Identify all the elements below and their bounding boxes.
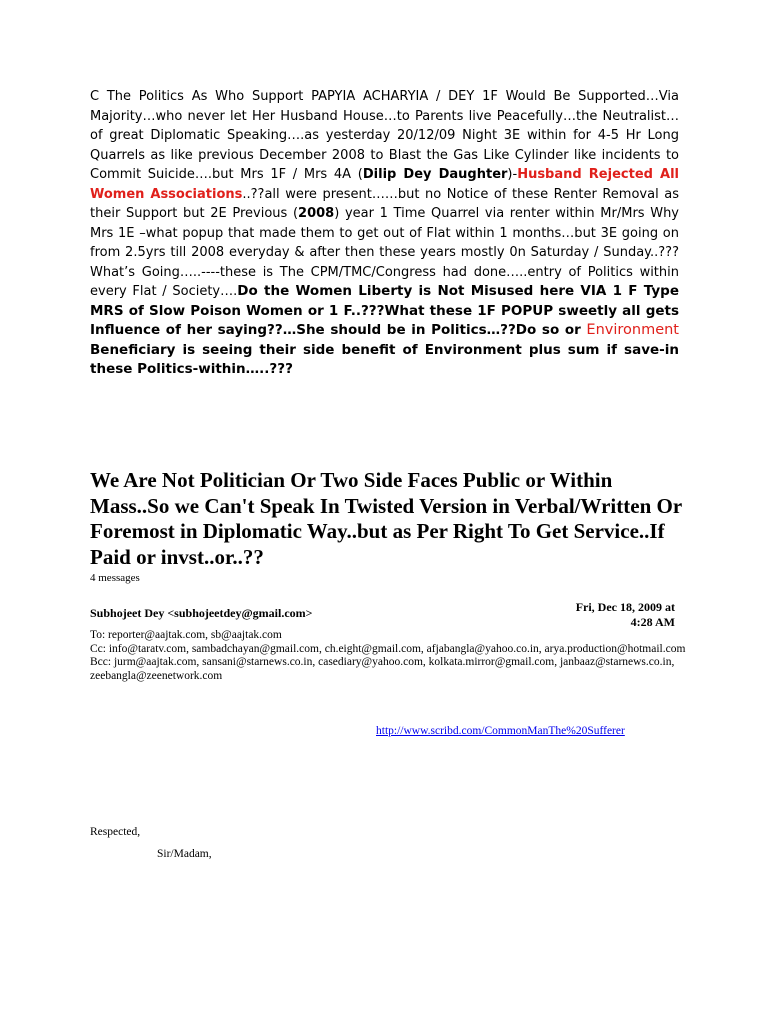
para-text-1: C The Politics As Who Support PAPYIA ACHARYIA / DEY 1F Would Be Supported…Via Majority…who never let Her Husband House…to Parents live Peacefully…the Neutralist…of great Diplomatic Speaking….as yesterday 20/12/09 Night 3E within for 4-5 Hr Long Quarrels as like previous December 2008 to Blast the Gas Like Cylinder like incidents to Commit Suicide….but Mrs 1F / Mrs 4A ( bbox=[90, 89, 679, 182]
para-text-4: ) year 1 Time Quarrel via renter within Mr/Mrs Why Mrs 1E –what popup that made them to get out of Flat within 1 months…but 3E going on from 2.5yrs till 2008 everyday & after then these years mostly 0n Saturday / Sunday..???What’s Going…..----these is The CPM/TMC/Congress had done…..entry of Politics within every Flat / Society…. bbox=[90, 206, 679, 299]
to-line: To: reporter@aajtak.com, sb@aajtak.com bbox=[90, 629, 282, 641]
environment-highlight: Environment bbox=[586, 322, 679, 338]
recipients bbox=[90, 629, 690, 683]
cc-line: Cc: info@taratv.com, sambadchayan@gmail.com, ch.eight@gmail.com, afjabangla@yahoo.co.in, arya.production@hotmail.com bbox=[90, 642, 686, 655]
date-line-2: 4:28 AM bbox=[630, 615, 675, 629]
date-line-1: Fri, Dec 18, 2009 at bbox=[575, 600, 675, 614]
body-paragraph bbox=[90, 87, 679, 380]
scribd-link[interactable]: http://www.scribd.com/CommonManThe%20Sufferer bbox=[376, 725, 625, 737]
dilip-dey-daughter: Dilip Dey Daughter bbox=[362, 167, 508, 182]
women-liberty-question: Do the Women Liberty is Not Misused here VIA 1 F Type MRS of Slow Poison Women or 1 F..???What these 1F POPUP sweetly all gets Influence of her saying??…She should be in Politics…??Do so or bbox=[90, 283, 679, 338]
email-subject: We Are Not Politician Or Two Side Faces Public or Within Mass..So we Can't Speak In Twisted Version in Verbal/Written Or Foremost in Diplomatic Way..but as Per Right To Get Service..If Paid or invst..or..?? bbox=[90, 468, 682, 569]
salutation: Sir/Madam, bbox=[157, 848, 212, 860]
husband-rejected-highlight: Husband Rejected All Women Associations bbox=[90, 167, 680, 202]
para-text-3: ..??all were present……but no Notice of these Renter Removal as their Support but 2E Previous ( bbox=[90, 186, 679, 221]
sender: Subhojeet Dey <subhojeetdey@gmail.com> bbox=[90, 606, 313, 620]
bcc-line: Bcc: jurm@aajtak.com, sansani@starnews.co.in, casediary@yahoo.com, kolkata.mirror@gmail.com, janbaaz@starnews.co.in, zeebangla@zeenetwork.com bbox=[90, 656, 675, 682]
year-2008: 2008 bbox=[298, 206, 335, 221]
email-date bbox=[560, 600, 675, 630]
message-count: 4 messages bbox=[90, 572, 140, 584]
para-text-2: )- bbox=[507, 167, 518, 182]
beneficiary-text: Beneficiary is seeing their side benefit of Environment plus sum if save-in these Politics-within…..??? bbox=[90, 341, 679, 377]
greeting: Respected, bbox=[90, 826, 141, 838]
